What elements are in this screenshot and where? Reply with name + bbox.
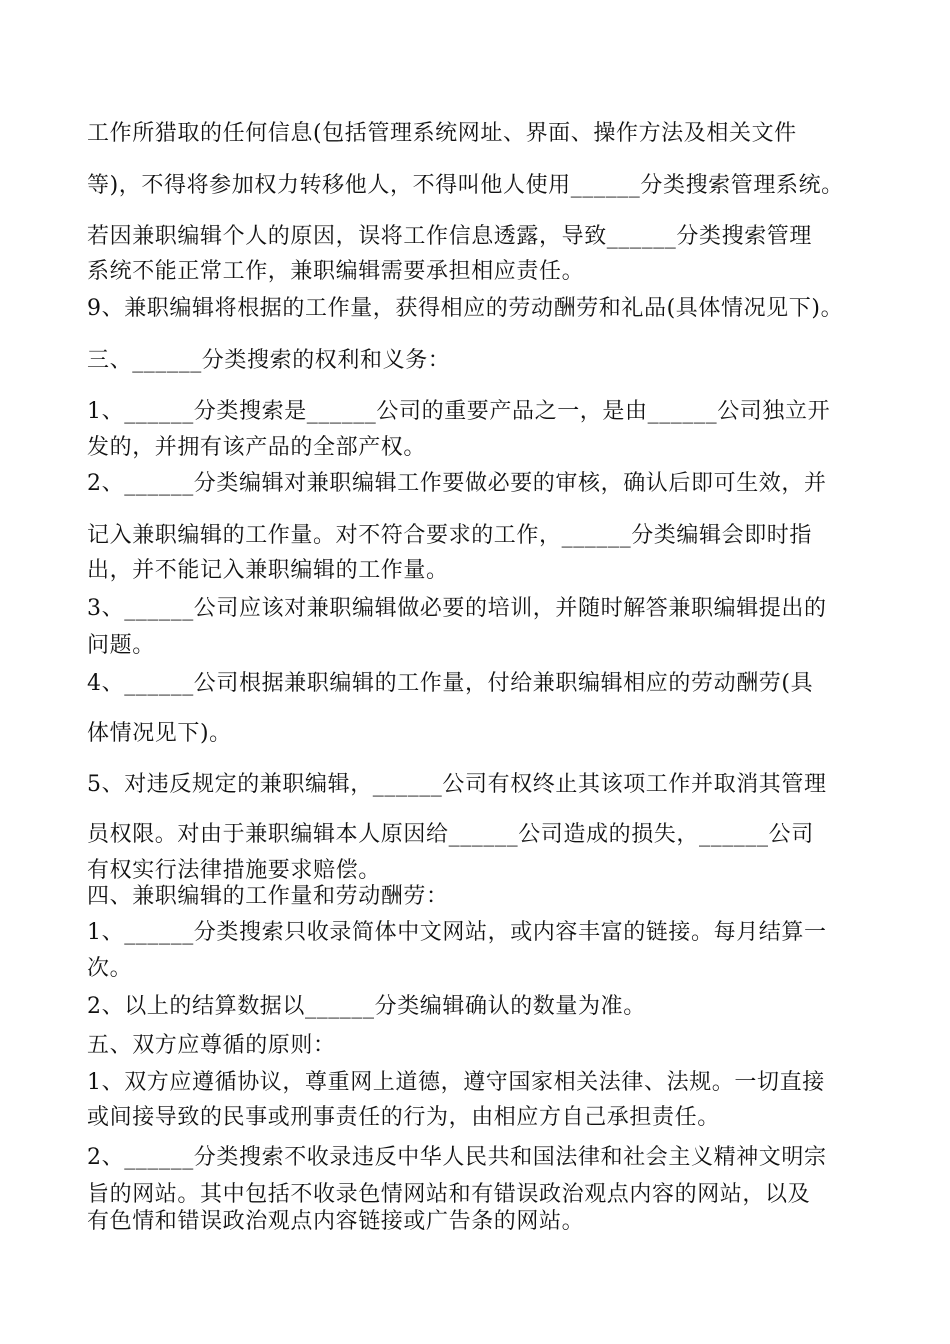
text-line: 3、______公司应该对兼职编辑做必要的培训，并随时解答兼职编辑提出的 — [87, 596, 827, 621]
text-line: 1、______分类搜索是______公司的重要产品之一，是由______公司独立开 — [87, 399, 831, 424]
text-line: 4、______公司根据兼职编辑的工作量，付给兼职编辑相应的劳动酬劳(具 — [87, 671, 814, 696]
text-line: 有色情和错误政治观点内容链接或广告条的网站。 — [87, 1209, 585, 1234]
text-line: 发的，并拥有该产品的全部产权。 — [87, 435, 427, 460]
text-line: 员权限。对由于兼职编辑本人原因给______公司造成的损失，______公司 — [87, 822, 814, 847]
text-line: 若因兼职编辑个人的原因，误将工作信息透露，导致______分类搜索管理 — [87, 224, 813, 249]
text-line: 工作所猎取的任何信息(包括管理系统网址、界面、操作方法及相关文件 — [87, 121, 797, 146]
text-line: 5、对违反规定的兼职编辑，______公司有权终止其该项工作并取消其管理 — [87, 772, 827, 797]
text-line: 出，并不能记入兼职编辑的工作量。 — [87, 558, 449, 583]
text-line: 记入兼职编辑的工作量。对不符合要求的工作，______分类编辑会即时指 — [87, 523, 813, 548]
text-line: 9、兼职编辑将根据的工作量，获得相应的劳动酬劳和礼品(具体情况见下)。 — [87, 296, 844, 321]
text-line: 系统不能正常工作，兼职编辑需要承担相应责任。 — [87, 259, 585, 284]
text-line: 2、以上的结算数据以______分类编辑确认的数量为准。 — [87, 994, 646, 1019]
text-line: 1、______分类搜索只收录简体中文网站，或内容丰富的链接。每月结算一 — [87, 920, 827, 945]
section-heading: 三、______分类搜索的权利和义务： — [87, 348, 451, 373]
text-line: 或间接导致的民事或刑事责任的行为，由相应方自己承担责任。 — [87, 1105, 720, 1130]
text-line: 2、______分类搜索不收录违反中华人民共和国法律和社会主义精神文明宗 — [87, 1145, 827, 1170]
text-line: 旨的网站。其中包括不收录色情网站和有错误政治观点内容的网站，以及 — [87, 1182, 811, 1207]
text-line: 有权实行法律措施要求赔偿。 — [87, 858, 381, 883]
text-line: 次。 — [87, 956, 133, 981]
text-line: 等)，不得将参加权力转移他人，不得叫他人使用______分类搜索管理系统。 — [87, 173, 844, 198]
text-line: 问题。 — [87, 633, 155, 658]
text-line: 1、双方应遵循协议，尊重网上道德，遵守国家相关法律、法规。一切直接 — [87, 1070, 825, 1095]
text-line: 2、______分类编辑对兼职编辑工作要做必要的审核，确认后即可生效，并 — [87, 471, 827, 496]
text-line: 体情况见下)。 — [87, 721, 232, 746]
section-heading: 五、双方应尊循的原则： — [87, 1033, 336, 1058]
section-heading: 四、兼职编辑的工作量和劳动酬劳： — [87, 884, 449, 909]
